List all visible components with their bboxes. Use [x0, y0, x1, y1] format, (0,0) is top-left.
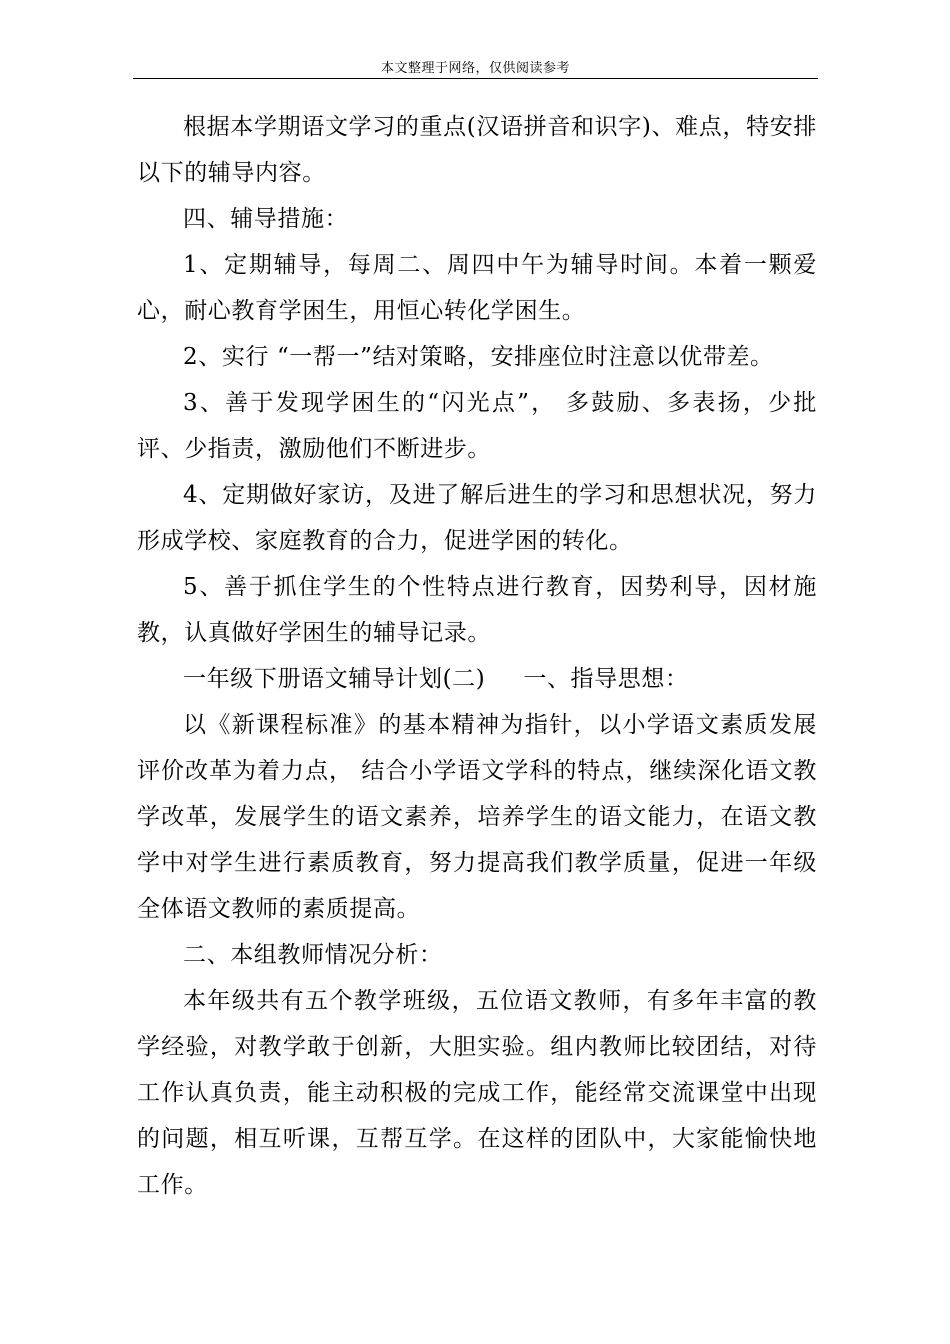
- measure-item-5: 5、善于抓住学生的个性特点进行教育，因势利导，因材施教，认真做好学困生的辅导记录。: [137, 574, 817, 646]
- paragraph-teacher-analysis: 本年级共有五个教学班级，五位语文教师，有多年丰富的教学经验，对教学敢于创新，大胆实验。组内教师比较团结，对待工作认真负责，能主动积极的完成工作，能经常交流课堂中出现的问题，相互听课，互帮互学。在这样的团队中，大家能愉快地工作。: [137, 988, 817, 1198]
- document-body: [137, 104, 817, 1208]
- measure-item-4: 4、定期做好家访，及进了解后进生的学习和思想状况，努力形成学校、家庭教育的合力，促进学困的转化。: [137, 482, 817, 554]
- measure-item-1: 1、定期辅导，每周二、周四中午为辅导时间。本着一颗爱心，耐心教育学困生，用恒心转化学困生。: [137, 252, 817, 324]
- header-divider: [133, 78, 818, 79]
- paragraph-tutoring-content: 根据本学期语文学习的重点(汉语拼音和识字)、难点，特安排以下的辅导内容。: [137, 114, 817, 186]
- paragraph-guiding-ideology: 以《新课程标准》的基本精神为指针，以小学语文素质发展评价改革为着力点， 结合小学语文学科的特点，继续深化语文教学改革，发展学生的语文素养，培养学生的语文能力，在语文教学中对学生进行素质教育，努力提高我们教学质量，促进一年级全体语文教师的素质提高。: [137, 712, 817, 922]
- heading-tutoring-measures: 四、辅导措施：: [183, 206, 349, 232]
- heading-teacher-analysis: 二、本组教师情况分析：: [183, 942, 443, 968]
- plan-title: 一年级下册语文辅导计划(二): [183, 666, 486, 692]
- measure-item-3: 3、善于发现学困生的“闪光点”， 多鼓励、多表扬，少批评、少指责，激励他们不断进步。: [137, 390, 817, 462]
- page-header: 本文整理于网络，仅供阅读参考: [380, 61, 570, 76]
- heading-guiding-ideology: 一、指导思想：: [523, 666, 689, 692]
- measure-item-2: 2、实行 “一帮一”结对策略，安排座位时注意以优带差。: [183, 344, 774, 370]
- section-title-line: [137, 656, 817, 702]
